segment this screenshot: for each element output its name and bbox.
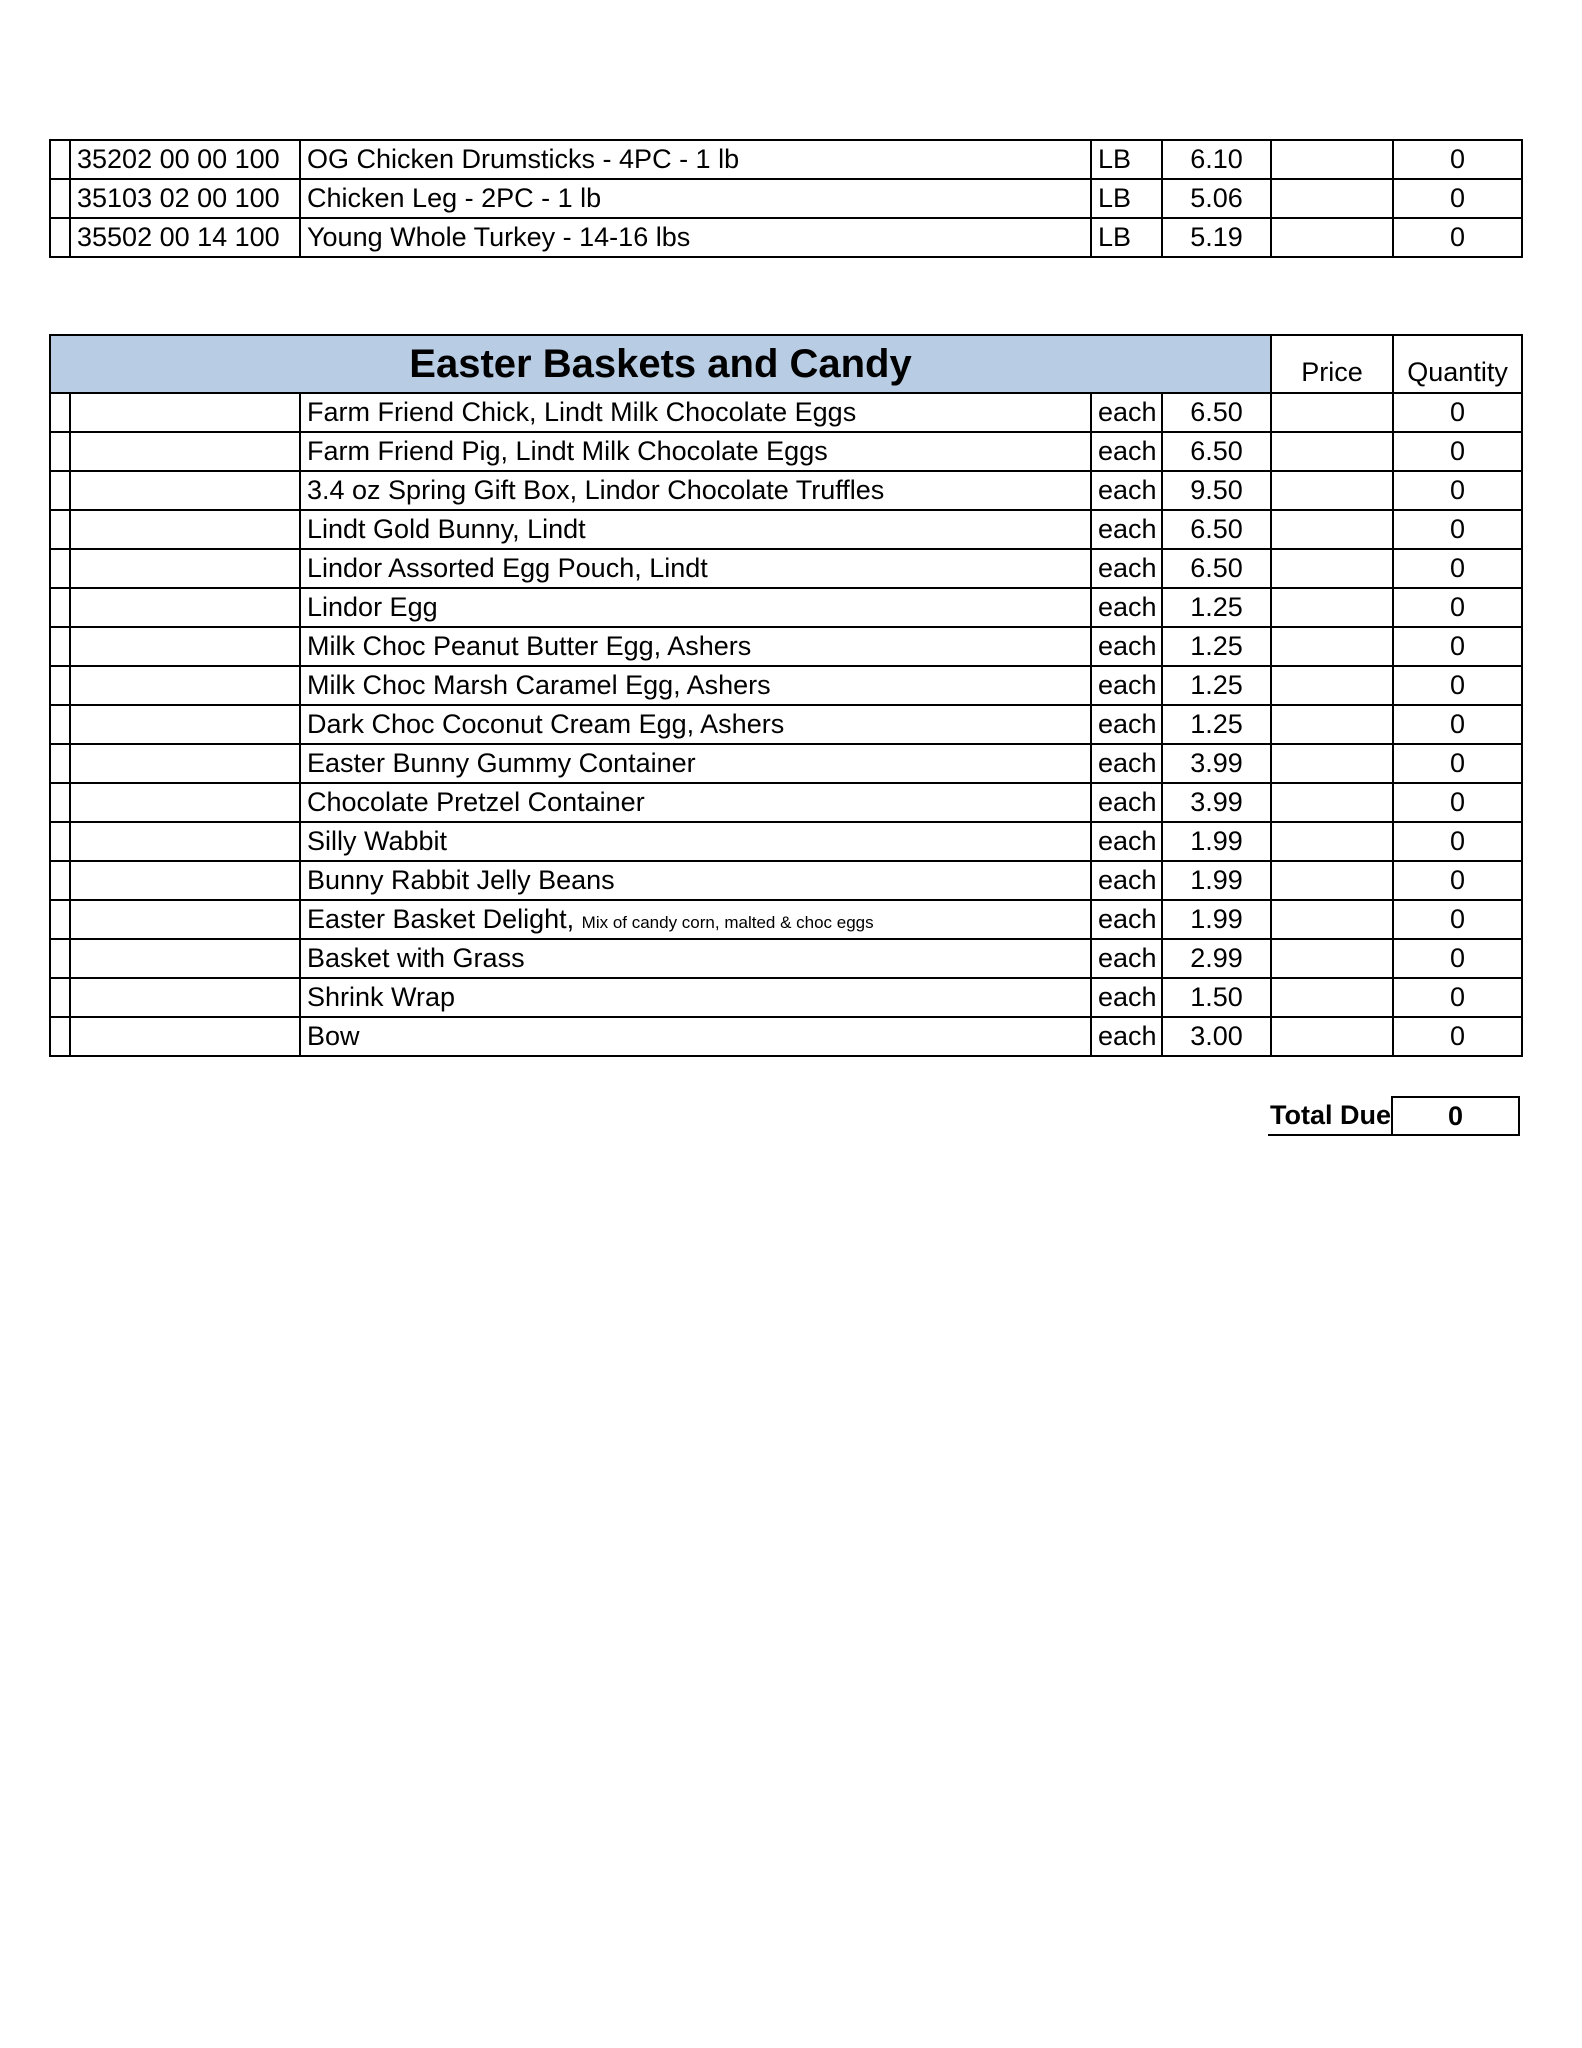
- item-price: 6.50: [1162, 432, 1271, 471]
- item-description: [300, 861, 1091, 900]
- item-total: 0: [1393, 822, 1522, 861]
- table-row: [50, 705, 1522, 744]
- item-price: 6.50: [1162, 393, 1271, 432]
- item-description: [300, 179, 1091, 218]
- quantity-input[interactable]: [1271, 627, 1393, 666]
- item-unit: LB: [1091, 179, 1162, 218]
- row-checkbox[interactable]: [50, 861, 70, 900]
- item-description: [300, 978, 1091, 1017]
- item-description-text: OG Chicken Drumsticks - 4PC - 1 lb: [307, 144, 740, 174]
- item-code: [70, 1017, 300, 1056]
- item-code: [70, 432, 300, 471]
- quantity-input[interactable]: [1271, 432, 1393, 471]
- item-price: 2.99: [1162, 939, 1271, 978]
- item-code: [70, 705, 300, 744]
- quantity-input[interactable]: [1271, 510, 1393, 549]
- item-description-text: Basket with Grass: [307, 943, 525, 973]
- row-checkbox[interactable]: [50, 705, 70, 744]
- item-description: [300, 744, 1091, 783]
- item-code: [70, 588, 300, 627]
- item-total: 0: [1393, 627, 1522, 666]
- item-description: [300, 140, 1091, 179]
- row-checkbox[interactable]: [50, 1017, 70, 1056]
- table-row: [50, 783, 1522, 822]
- item-unit: each: [1091, 861, 1162, 900]
- item-unit: each: [1091, 471, 1162, 510]
- item-description-text: Dark Choc Coconut Cream Egg, Ashers: [307, 709, 785, 739]
- row-checkbox[interactable]: [50, 939, 70, 978]
- price-column-header: Price: [1271, 335, 1393, 393]
- item-unit: each: [1091, 939, 1162, 978]
- item-code: [70, 978, 300, 1017]
- item-price: 1.25: [1162, 666, 1271, 705]
- item-unit: each: [1091, 432, 1162, 471]
- item-description-text: Farm Friend Pig, Lindt Milk Chocolate Eggs: [307, 436, 828, 466]
- item-unit: each: [1091, 705, 1162, 744]
- item-description-text: Lindor Assorted Egg Pouch, Lindt: [307, 553, 708, 583]
- item-description: [300, 393, 1091, 432]
- item-total: 0: [1393, 179, 1522, 218]
- quantity-input[interactable]: [1271, 588, 1393, 627]
- quantity-input[interactable]: [1271, 140, 1393, 179]
- item-description-text: Bunny Rabbit Jelly Beans: [307, 865, 615, 895]
- table-row: [50, 471, 1522, 510]
- quantity-input[interactable]: [1271, 179, 1393, 218]
- item-note: Mix of candy corn, malted & choc eggs: [581, 913, 874, 932]
- item-total: 0: [1393, 510, 1522, 549]
- quantity-input[interactable]: [1271, 471, 1393, 510]
- table-row: [50, 978, 1522, 1017]
- item-description: [300, 588, 1091, 627]
- quantity-input[interactable]: [1271, 978, 1393, 1017]
- item-code: [70, 549, 300, 588]
- item-code: [70, 393, 300, 432]
- quantity-column-header: Quantity: [1393, 335, 1522, 393]
- item-price: 3.99: [1162, 744, 1271, 783]
- easter-table: [49, 334, 1523, 1057]
- item-price: 6.10: [1162, 140, 1271, 179]
- easter-header-row: [50, 335, 1522, 393]
- table-row: [50, 822, 1522, 861]
- item-description: [300, 783, 1091, 822]
- item-unit: each: [1091, 900, 1162, 939]
- item-description: [300, 822, 1091, 861]
- item-total: 0: [1393, 939, 1522, 978]
- item-code: [70, 939, 300, 978]
- item-description-text: Farm Friend Chick, Lindt Milk Chocolate Eggs: [307, 397, 857, 427]
- item-code: [70, 510, 300, 549]
- item-description-text: Young Whole Turkey - 14-16 lbs: [307, 222, 691, 252]
- item-total: 0: [1393, 1017, 1522, 1056]
- row-checkbox[interactable]: [50, 978, 70, 1017]
- item-description: [300, 666, 1091, 705]
- quantity-input[interactable]: [1271, 1017, 1393, 1056]
- total-due-value: 0: [1392, 1097, 1519, 1135]
- item-description-text: Easter Bunny Gummy Container: [307, 748, 696, 778]
- item-description-text: Lindor Egg: [307, 592, 438, 622]
- item-code: [70, 744, 300, 783]
- item-unit: each: [1091, 549, 1162, 588]
- item-price: 1.99: [1162, 900, 1271, 939]
- item-total: 0: [1393, 861, 1522, 900]
- row-checkbox[interactable]: [50, 393, 70, 432]
- item-price: 1.99: [1162, 861, 1271, 900]
- item-price: 1.99: [1162, 822, 1271, 861]
- item-price: 3.00: [1162, 1017, 1271, 1056]
- row-checkbox[interactable]: [50, 140, 70, 179]
- table-row: [50, 666, 1522, 705]
- quantity-input[interactable]: [1271, 822, 1393, 861]
- item-description: [300, 432, 1091, 471]
- item-description: [300, 471, 1091, 510]
- item-unit: each: [1091, 588, 1162, 627]
- item-unit: LB: [1091, 218, 1162, 257]
- item-description: [300, 705, 1091, 744]
- item-description-text: Chocolate Pretzel Container: [307, 787, 645, 817]
- quantity-input[interactable]: [1271, 549, 1393, 588]
- item-unit: each: [1091, 744, 1162, 783]
- item-description-text: Silly Wabbit: [307, 826, 448, 856]
- item-code: [70, 822, 300, 861]
- item-price: 5.19: [1162, 218, 1271, 257]
- total-due: [1268, 1096, 1520, 1136]
- item-total: 0: [1393, 978, 1522, 1017]
- item-price: 6.50: [1162, 549, 1271, 588]
- item-total: 0: [1393, 549, 1522, 588]
- table-row: [50, 179, 1522, 218]
- item-description-text: Bow: [307, 1021, 360, 1051]
- row-checkbox[interactable]: [50, 179, 70, 218]
- item-total: 0: [1393, 666, 1522, 705]
- item-total: 0: [1393, 744, 1522, 783]
- item-description: [300, 900, 1091, 939]
- table-row: [50, 939, 1522, 978]
- item-total: 0: [1393, 783, 1522, 822]
- item-description-text: Easter Basket Delight,: [307, 904, 575, 934]
- item-unit: each: [1091, 822, 1162, 861]
- row-checkbox[interactable]: [50, 666, 70, 705]
- row-checkbox[interactable]: [50, 822, 70, 861]
- table-row: [50, 218, 1522, 257]
- item-code: [70, 471, 300, 510]
- item-code: [70, 627, 300, 666]
- item-description-text: 3.4 oz Spring Gift Box, Lindor Chocolate Truffles: [307, 475, 885, 505]
- item-price: 1.25: [1162, 627, 1271, 666]
- item-description: [300, 1017, 1091, 1056]
- item-unit: each: [1091, 393, 1162, 432]
- item-unit: each: [1091, 783, 1162, 822]
- item-description-text: Shrink Wrap: [307, 982, 456, 1012]
- item-unit: each: [1091, 510, 1162, 549]
- item-description: [300, 218, 1091, 257]
- item-code: 35202 00 00 100: [70, 140, 300, 179]
- item-code: [70, 783, 300, 822]
- section-title: Easter Baskets and Candy: [50, 335, 1271, 393]
- table-row: [50, 140, 1522, 179]
- row-checkbox[interactable]: [50, 744, 70, 783]
- item-price: 9.50: [1162, 471, 1271, 510]
- item-code: [70, 900, 300, 939]
- item-unit: LB: [1091, 140, 1162, 179]
- item-total: 0: [1393, 900, 1522, 939]
- table-row: [50, 549, 1522, 588]
- quantity-input[interactable]: [1271, 705, 1393, 744]
- table-row: [50, 393, 1522, 432]
- item-price: 1.25: [1162, 588, 1271, 627]
- row-checkbox[interactable]: [50, 627, 70, 666]
- item-total: 0: [1393, 140, 1522, 179]
- item-unit: each: [1091, 627, 1162, 666]
- item-total: 0: [1393, 471, 1522, 510]
- item-code: [70, 666, 300, 705]
- item-description: [300, 627, 1091, 666]
- row-checkbox[interactable]: [50, 471, 70, 510]
- item-description-text: Milk Choc Peanut Butter Egg, Ashers: [307, 631, 752, 661]
- quantity-input[interactable]: [1271, 900, 1393, 939]
- item-description: [300, 510, 1091, 549]
- row-checkbox[interactable]: [50, 900, 70, 939]
- total-due-label: Total Due: [1268, 1097, 1392, 1135]
- quantity-input[interactable]: [1271, 666, 1393, 705]
- item-code: [70, 861, 300, 900]
- item-price: 1.50: [1162, 978, 1271, 1017]
- table-row: [50, 900, 1522, 939]
- item-total: 0: [1393, 432, 1522, 471]
- quantity-input[interactable]: [1271, 783, 1393, 822]
- item-description-text: Chicken Leg - 2PC - 1 lb: [307, 183, 602, 213]
- item-description-text: Milk Choc Marsh Caramel Egg, Ashers: [307, 670, 771, 700]
- row-checkbox[interactable]: [50, 588, 70, 627]
- item-code: 35502 00 14 100: [70, 218, 300, 257]
- item-unit: each: [1091, 978, 1162, 1017]
- quantity-input[interactable]: [1271, 393, 1393, 432]
- item-unit: each: [1091, 1017, 1162, 1056]
- item-total: 0: [1393, 705, 1522, 744]
- quantity-input[interactable]: [1271, 218, 1393, 257]
- table-row: [50, 588, 1522, 627]
- row-checkbox[interactable]: [50, 432, 70, 471]
- item-code: 35103 02 00 100: [70, 179, 300, 218]
- row-checkbox[interactable]: [50, 549, 70, 588]
- table-row: [50, 510, 1522, 549]
- quantity-input[interactable]: [1271, 744, 1393, 783]
- item-description: [300, 939, 1091, 978]
- table-row: [50, 1017, 1522, 1056]
- item-price: 3.99: [1162, 783, 1271, 822]
- item-total: 0: [1393, 393, 1522, 432]
- table-row: [50, 432, 1522, 471]
- row-checkbox[interactable]: [50, 783, 70, 822]
- table-row: [50, 861, 1522, 900]
- item-description: [300, 549, 1091, 588]
- item-price: 5.06: [1162, 179, 1271, 218]
- quantity-input[interactable]: [1271, 861, 1393, 900]
- table-row: [50, 744, 1522, 783]
- item-price: 1.25: [1162, 705, 1271, 744]
- item-price: 6.50: [1162, 510, 1271, 549]
- row-checkbox[interactable]: [50, 510, 70, 549]
- item-total: 0: [1393, 218, 1522, 257]
- poultry-table: [49, 139, 1523, 258]
- table-row: [50, 627, 1522, 666]
- item-unit: each: [1091, 666, 1162, 705]
- quantity-input[interactable]: [1271, 939, 1393, 978]
- row-checkbox[interactable]: [50, 218, 70, 257]
- item-total: 0: [1393, 588, 1522, 627]
- item-description-text: Lindt Gold Bunny, Lindt: [307, 514, 586, 544]
